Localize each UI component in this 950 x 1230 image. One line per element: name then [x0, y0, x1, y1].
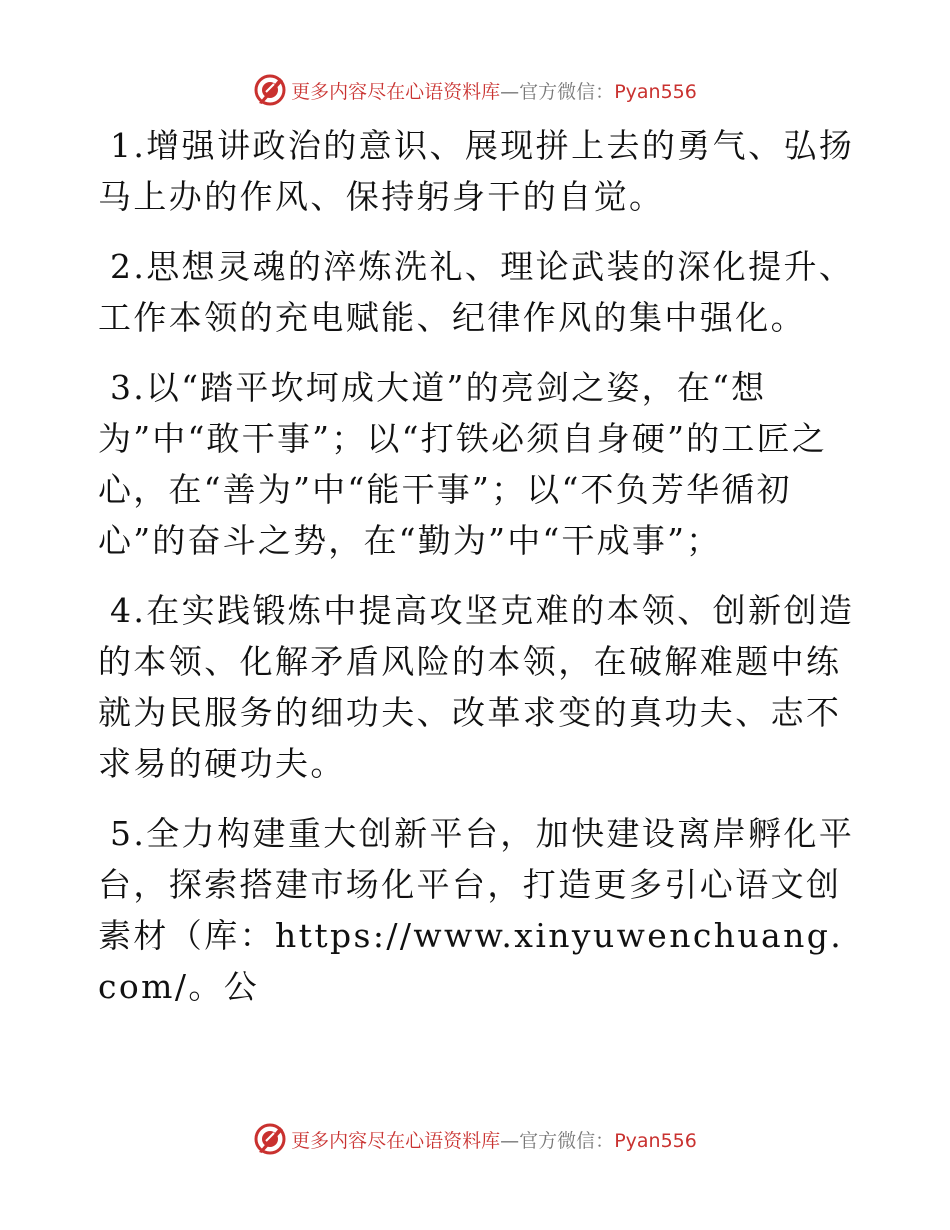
- footer-watermark-handle: Pyan556: [614, 1129, 697, 1152]
- footer-watermark-official: 官方微信：: [519, 1129, 615, 1152]
- pen-circle-logo-icon: [253, 1122, 287, 1156]
- header-watermark-banner: [0, 68, 950, 112]
- paragraph-5: 5.全力构建重大创新平台，加快建设离岸孵化平台，探索搭建市场化平台，打造更多引心语文创素材（库：https://www.xinyuwenchuang.com/。公: [98, 814, 855, 1006]
- header-watermark-separator: —: [500, 80, 520, 103]
- paragraph-2: 2.思想灵魂的淬炼洗礼、理论武装的深化提升、工作本领的充电赋能、纪律作风的集中强化。: [98, 247, 855, 337]
- header-watermark-text: [291, 77, 697, 104]
- paragraph-4: 4.在实践锻炼中提高攻坚克难的本领、创新创造的本领、化解矛盾风险的本领，在破解难题中练就为民服务的细功夫、改革求变的真功夫、志不求易的硬功夫。: [98, 591, 855, 783]
- document-body: [98, 120, 858, 1031]
- footer-watermark-separator: —: [500, 1129, 520, 1152]
- footer-watermark-text: [291, 1126, 697, 1153]
- pen-circle-logo-icon: [253, 73, 287, 107]
- footer-watermark-label: 更多内容尽在心语资料库: [291, 1129, 501, 1152]
- header-watermark-official: 官方微信：: [519, 80, 615, 103]
- header-watermark-handle: Pyan556: [614, 80, 697, 103]
- header-watermark-label: 更多内容尽在心语资料库: [291, 80, 501, 103]
- paragraph-1: 1.增强讲政治的意识、展现拼上去的勇气、弘扬马上办的作风、保持躬身干的自觉。: [98, 126, 855, 216]
- paragraph-3: 3.以“踏平坎坷成大道”的亮剑之姿，在“想为”中“敢干事”；以“打铁必须自身硬”的工匠之心，在“善为”中“能干事”；以“不负芳华循初心”的奋斗之势，在“勤为”中“干成事”；: [98, 368, 827, 560]
- footer-watermark-banner: [0, 1117, 950, 1161]
